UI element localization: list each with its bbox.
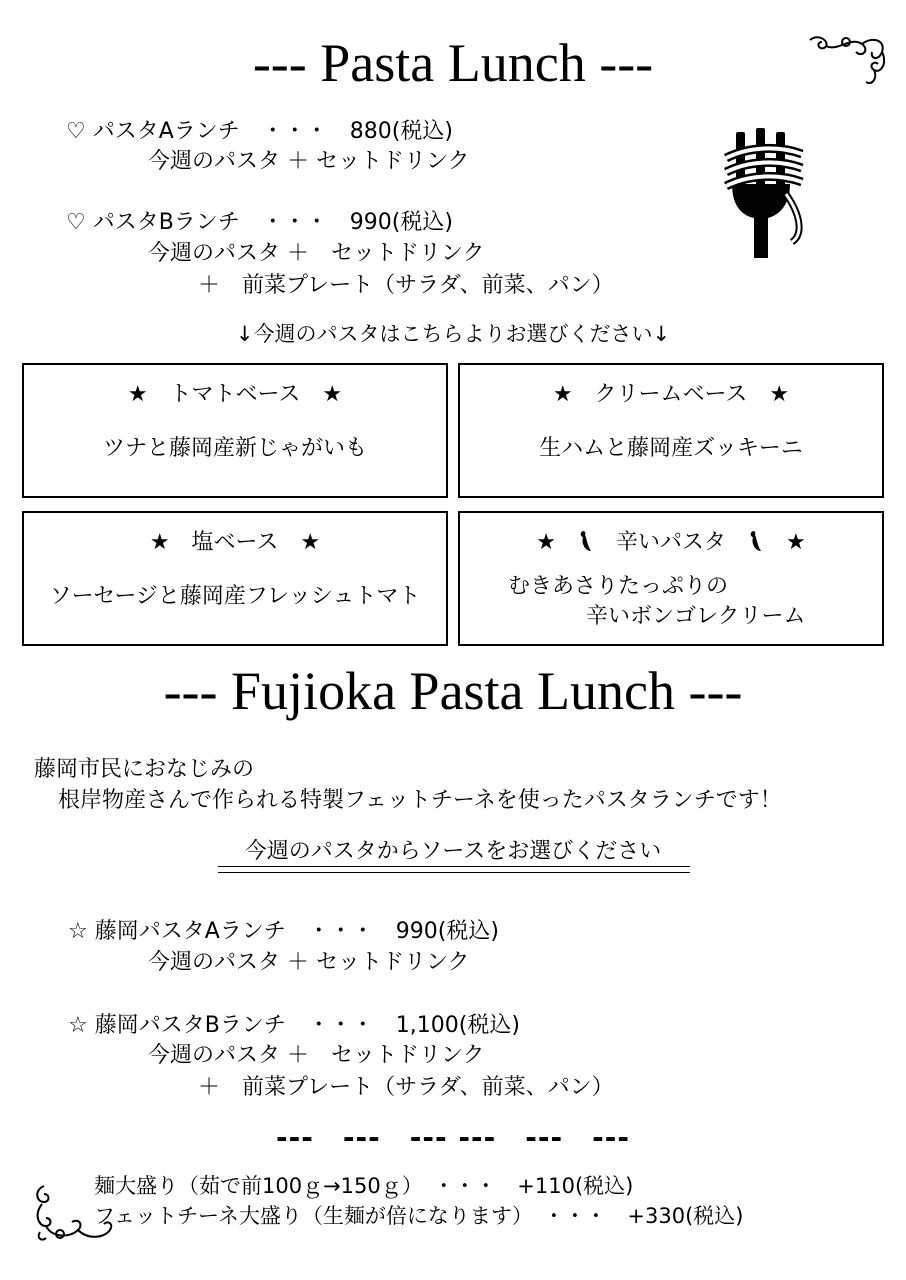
fettuccine-large-option: フェットチーネ大盛り（生麺が倍になります） ・・・ +330(税込) <box>94 1204 744 1228</box>
pasta-b-lunch-contents: 今週のパスタ ＋ セットドリンク <box>148 241 485 266</box>
tomato-base-heading: ★ トマトベース ★ <box>127 382 343 407</box>
spicy-pasta-box <box>458 511 884 646</box>
fujioka-pasta-a-lunch-price: ☆ 藤岡パスタAランチ ・・・ 990(税込) <box>68 919 499 944</box>
spicy-pasta-heading <box>460 525 882 556</box>
section-separator: --- --- --- --- --- --- <box>276 1121 630 1154</box>
cream-base-dish: 生ハムと藤岡産ズッキーニ <box>539 436 803 461</box>
star-icon: ★ <box>786 530 806 555</box>
fujioka-pasta-lunch-title: --- Fujioka Pasta Lunch --- <box>163 661 743 721</box>
chili-pepper-icon <box>747 529 765 553</box>
fujioka-pasta-b-lunch-extra: ＋ 前菜プレート（サラダ、前菜、パン） <box>198 1075 614 1100</box>
intro-line-1: 藤岡市民におなじみの <box>34 757 255 782</box>
pasta-b-lunch-price: ♡ パスタBランチ ・・・ 990(税込) <box>66 210 453 235</box>
spicy-pasta-label: 辛いパスタ <box>615 530 726 555</box>
salt-base-box <box>22 511 448 646</box>
cream-base-box <box>458 363 884 498</box>
fujioka-pasta-b-lunch-contents: 今週のパスタ ＋ セットドリンク <box>148 1043 485 1068</box>
spicy-pasta-dish-line2: 辛いボンゴレクリーム <box>586 604 806 629</box>
salt-base-dish: ソーセージと藤岡産フレッシュトマト <box>49 584 421 609</box>
spicy-pasta-dish-line1: むきあさりたっぷりの <box>508 574 729 599</box>
choose-pasta-note: ↓今週のパスタはこちらよりお選びください↓ <box>235 322 671 346</box>
choose-sauce-note: 今週のパスタからソースをお選びください <box>244 839 662 864</box>
pasta-lunch-title: --- Pasta Lunch --- <box>252 33 654 93</box>
tomato-base-box <box>22 363 448 498</box>
pasta-b-lunch-extra: ＋ 前菜プレート（サラダ、前菜、パン） <box>198 273 614 298</box>
double-underline <box>218 866 690 873</box>
cream-base-heading: ★ クリームベース ★ <box>552 382 790 407</box>
tomato-base-dish: ツナと藤岡産新じゃがいも <box>102 436 367 461</box>
intro-line-2: 根岸物産さんで作られる特製フェットチーネを使ったパスタランチです！ <box>58 788 782 813</box>
noodle-large-option: 麺大盛り（茹で前100ｇ→150ｇ） ・・・ +110(税込) <box>94 1174 634 1198</box>
pasta-a-lunch-price: ♡ パスタAランチ ・・・ 880(税込) <box>66 119 453 144</box>
pasta-a-lunch-contents: 今週のパスタ ＋ セットドリンク <box>148 149 470 174</box>
fujioka-pasta-a-lunch-contents: 今週のパスタ ＋ セットドリンク <box>148 950 470 975</box>
chili-pepper-icon <box>577 529 595 553</box>
fork-with-pasta-icon <box>720 124 810 260</box>
salt-base-heading: ★ 塩ベース ★ <box>149 530 321 555</box>
fujioka-pasta-b-lunch-price: ☆ 藤岡パスタBランチ ・・・ 1,100(税込) <box>68 1013 520 1038</box>
star-icon: ★ <box>536 530 556 555</box>
